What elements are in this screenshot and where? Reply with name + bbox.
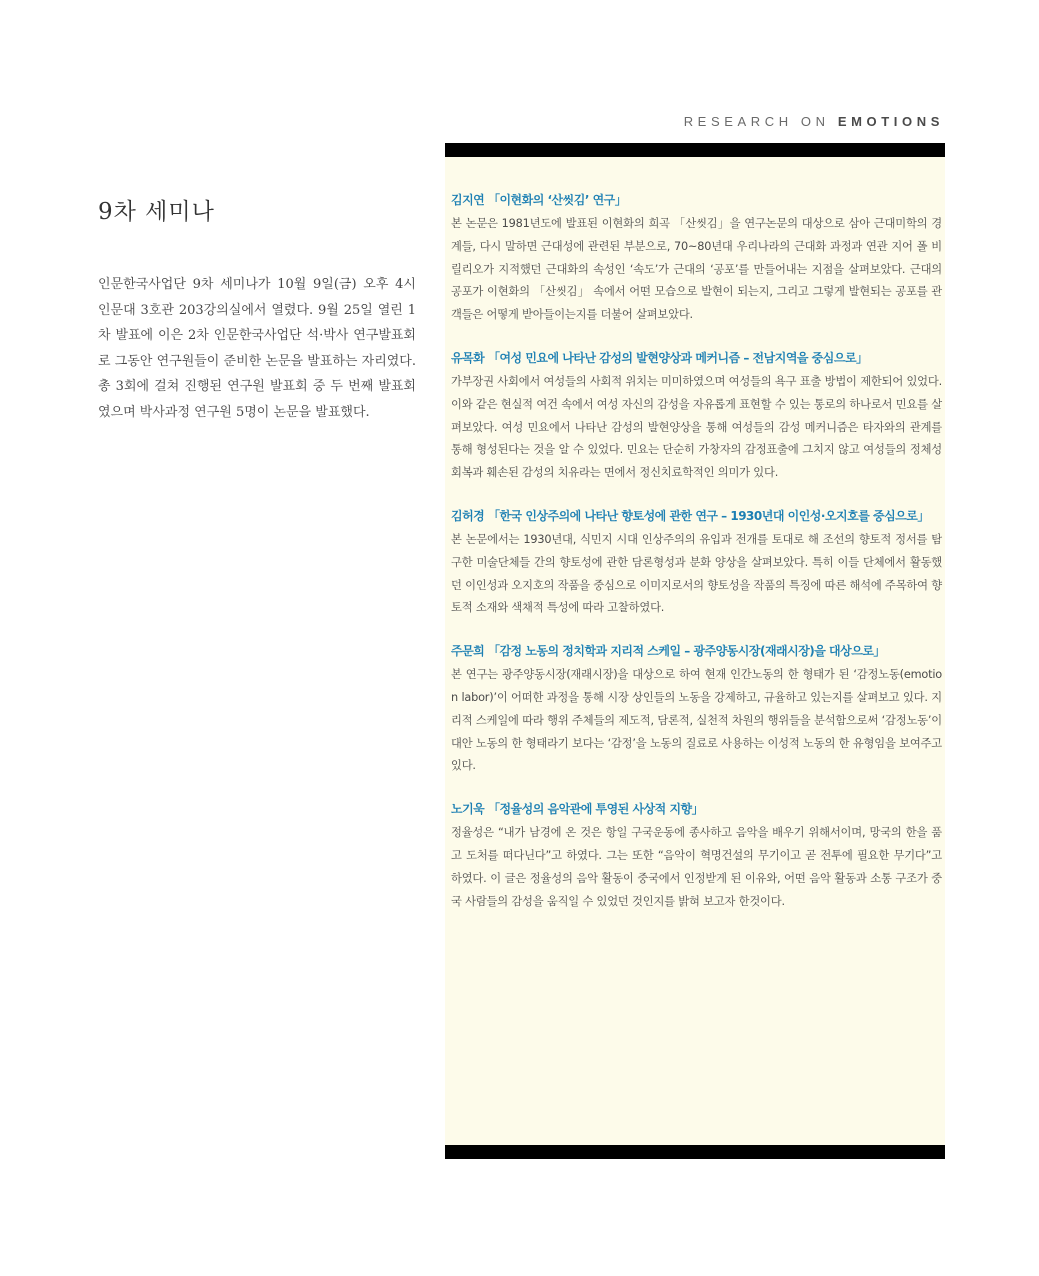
header-emphasis: EMOTIONS: [837, 114, 944, 129]
paper-title: 주문희 「감정 노동의 정치학과 지리적 스케일 – 광주양동시장(재래시장)을 대상으로」: [451, 644, 885, 659]
paper-item: [451, 798, 942, 913]
paper-abstract: 본 논문은 1981년도에 발표된 이현화의 희곡 「산씻김」을 연구논문의 대상으로 삼아 근대미학의 경계들, 다시 말하면 근대성에 관련된 부분으로, 70~80년대 우리나라의 근대화 과정과 연관 지어 폴 비릴리오가 지적했던 근대화의 속성인 ‘속도’가 근대의 ‘공포’를 만들어내는 지점을 살펴보았다. 근대의 공포가 이현화의 「산씻김」 속에서 어떤 모습으로 발현이 되는지, 그리고 그렇게 발현되는 공포를 관객들은 어떻게 받아들이는지를 더불어 살펴보았다.: [451, 217, 942, 322]
seminar-intro: 인문한국사업단 9차 세미나가 10월 9일(금) 오후 4시 인문대 3호관 203강의실에서 열렸다. 9월 25일 열린 1차 발표에 이은 2차 인문한국사업단 석·박사 연구발표회로 그동안 연구원들이 준비한 논문을 발표하는 자리였다. 총 3회에 걸쳐 진행된 연구원 발표회 중 두 번째 발표회였으며 박사과정 연구원 5명이 논문을 발표했다.: [98, 277, 416, 420]
header-prefix: RESEARCH ON: [683, 114, 830, 129]
seminar-title: 9차 세미나: [98, 199, 215, 225]
section-header: [684, 114, 944, 129]
paper-abstract: 본 논문에서는 1930년대, 식민지 시대 인상주의의 유입과 전개를 토대로 해 조선의 향토적 정서를 탐구한 미술단체들 간의 향토성에 관한 담론형성과 분화 양상을 살펴보았다. 특히 이들 단체에서 활동했던 이인성과 오지호의 작품을 중심으로 이미지로서의 향토성을 작품의 특징에 따른 해석에 주목하여 향토적 소재와 색채적 특성에 따라 고찰하였다.: [451, 532, 942, 615]
paper-item: [451, 505, 942, 620]
paper-item: [451, 189, 942, 327]
paper-item: [451, 347, 942, 485]
paper-title: 김지연 「이현화의 ‘산씻김’ 연구」: [451, 193, 627, 207]
panel-top-bar: [445, 143, 945, 157]
paper-item: [451, 640, 942, 778]
paper-title: 유목화 「여성 민요에 나타난 감성의 발현양상과 메커니즘 – 전남지역을 중심으로」: [451, 350, 868, 365]
paper-abstract: 가부장권 사회에서 여성들의 사회적 위치는 미미하였으며 여성들의 욕구 표출 방법이 제한되어 있었다. 이와 같은 현실적 여건 속에서 여성 자신의 감성을 자유롭게 표현할 수 있는 통로의 하나로서 민요를 살펴보았다. 여성 민요에서 나타난 감성의 발현양상을 통해 여성들의 감성 메커니즘은 타자와의 관계를 통해 형성된다는 것을 알 수 있었다. 민요는 단순히 가창자의 감정표출에 그치지 않고 여성들의 정체성 회복과 훼손된 감성의 치유라는 면에서 정신치료학적인 의미가 있다.: [451, 374, 942, 480]
paper-abstract: 본 연구는 광주양동시장(재래시장)을 대상으로 하여 현재 인간노동의 한 형태가 된 ‘감정노동(emotion labor)’이 어떠한 과정을 통해 시장 상인들의 노동을 강제하고, 규율하고 있는지를 살펴보고 있다. 지리적 스케일에 따라 행위 주체들의 제도적, 담론적, 실천적 차원의 행위들을 분석함으로써 ‘감정노동’이 대안 노동의 한 형태라기 보다는 ‘감정’을 노동의 질료로 사용하는 이성적 노동의 한 유형임을 보여주고 있다.: [451, 668, 942, 773]
paper-title: 김허경 「한국 인상주의에 나타난 향토성에 관한 연구 – 1930년대 이인성·오지호를 중심으로」: [451, 508, 929, 523]
paper-abstract: 정율성은 “내가 남경에 온 것은 항일 구국운동에 종사하고 음악을 배우기 위해서이며, 망국의 한을 품고 도처를 떠다닌다”고 하였다. 그는 또한 “음악이 혁명건설의 무기이고 곧 전투에 필요한 무기다”고 하였다. 이 글은 정율성의 음악 활동이 중국에서 인정받게 된 이유와, 어떤 음악 활동과 소통 구조가 중국 사람들의 감성을 움직일 수 있었던 것인지를 밝혀 보고자 한것이다.: [451, 826, 942, 908]
panel-bottom-bar: [445, 1145, 945, 1159]
papers-panel: [445, 143, 945, 1159]
paper-title: 노기욱 「정율성의 음악관에 투영된 사상적 지향」: [451, 802, 704, 817]
papers-list: [451, 189, 942, 933]
